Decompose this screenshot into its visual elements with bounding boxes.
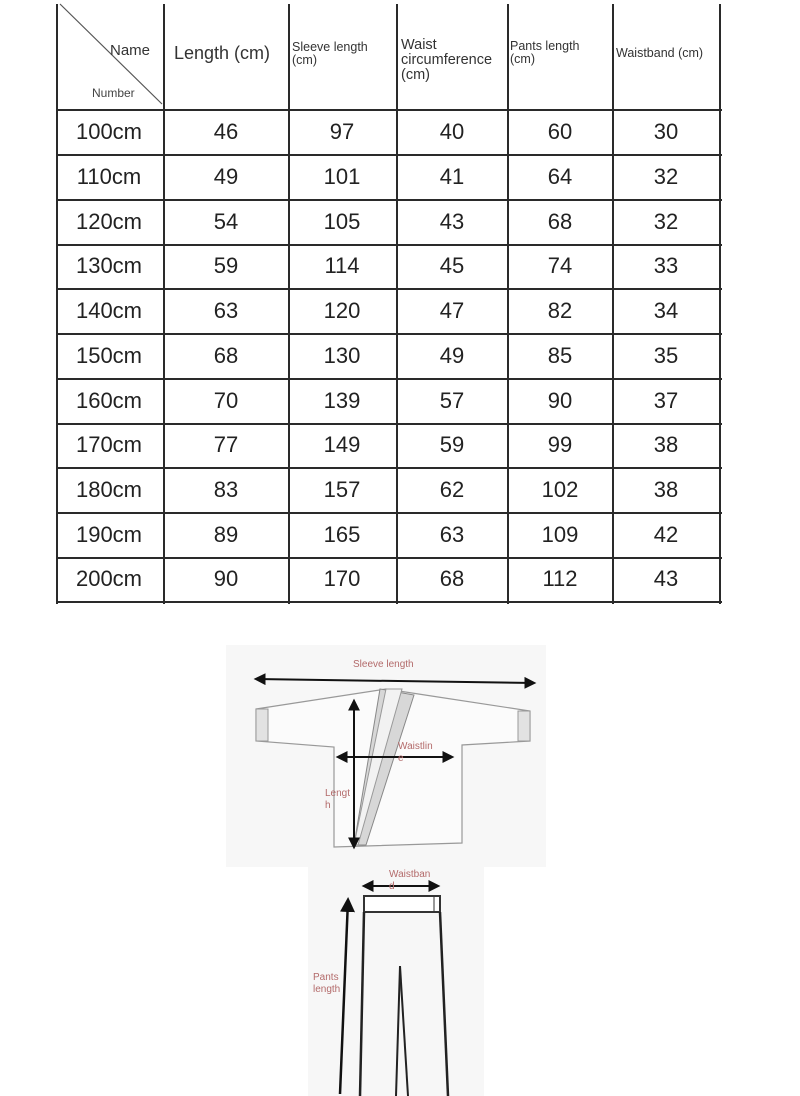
measurement-cell: 130	[323, 342, 361, 368]
size-cell: 190cm	[75, 521, 143, 547]
measurement-cell: 62	[439, 476, 465, 502]
size-cell: 140cm	[75, 298, 143, 324]
measurement-cell: 41	[439, 164, 465, 190]
measurement-cell: 49	[439, 342, 465, 368]
measurement-cell: 64	[547, 164, 573, 190]
measurement-cell: 139	[323, 387, 361, 413]
pants-length-label: Pants length	[313, 972, 341, 995]
measurement-cell: 112	[542, 566, 578, 592]
measurement-cell: 35	[653, 342, 679, 368]
measurement-cell: 90	[213, 566, 239, 592]
measurement-cell: 43	[653, 566, 679, 592]
measurement-cell: 34	[653, 298, 679, 324]
size-cell: 100cm	[75, 119, 143, 145]
measurement-cell: 170	[323, 566, 361, 592]
measurement-cell: 70	[213, 387, 239, 413]
measurement-cell: 40	[439, 119, 465, 145]
size-cell: 160cm	[75, 387, 143, 413]
measurement-cell: 157	[323, 476, 361, 502]
measurement-cell: 99	[547, 432, 573, 458]
measurement-cell: 83	[213, 476, 239, 502]
header-sleeve-length: Sleeve length (cm)	[292, 40, 368, 68]
grid-line	[288, 4, 290, 604]
measurement-cell: 165	[323, 521, 361, 547]
size-cell: 120cm	[75, 208, 143, 234]
measurement-cell: 42	[653, 521, 679, 547]
measurement-cell: 82	[547, 298, 573, 324]
measurement-cell: 38	[653, 476, 679, 502]
header-length: Length (cm)	[174, 43, 271, 63]
measurement-cell: 46	[213, 119, 239, 145]
grid-line	[507, 4, 509, 604]
measurement-cell: 47	[439, 298, 465, 324]
measurement-cell: 97	[329, 119, 355, 145]
measurement-cell: 74	[547, 253, 573, 279]
header-waistband: Waistband (cm)	[616, 46, 704, 60]
measurement-cell: 90	[547, 387, 573, 413]
measurement-cell: 63	[213, 298, 239, 324]
measurement-cell: 85	[547, 342, 573, 368]
measurement-cell: 59	[439, 432, 465, 458]
measurement-cell: 68	[547, 208, 573, 234]
measurement-cell: 38	[653, 432, 679, 458]
size-cell: 180cm	[75, 476, 143, 502]
jacket-drawing	[226, 645, 546, 867]
measurement-cell: 30	[653, 119, 679, 145]
measurement-cell: 59	[213, 253, 239, 279]
size-cell: 200cm	[75, 566, 143, 592]
measurement-cell: 57	[439, 387, 465, 413]
size-cell: 110cm	[76, 164, 142, 190]
measurement-cell: 32	[653, 208, 679, 234]
length-label: Lengt h	[325, 788, 351, 811]
measurement-cell: 101	[323, 164, 361, 190]
corner-number-label: Number	[92, 86, 135, 100]
jacket-measurement-diagram	[226, 645, 546, 867]
measurement-cell: 54	[213, 208, 239, 234]
size-cell: 170cm	[75, 432, 143, 458]
grid-line	[56, 601, 722, 603]
size-chart-table	[56, 0, 722, 604]
grid-line	[396, 4, 398, 604]
measurement-cell: 49	[213, 164, 239, 190]
size-cell: 130cm	[75, 253, 143, 279]
measurement-cell: 63	[439, 521, 465, 547]
measurement-cell: 45	[439, 253, 465, 279]
measurement-cell: 89	[213, 521, 239, 547]
measurement-cell: 109	[541, 521, 579, 547]
measurement-cell: 120	[323, 298, 361, 324]
corner-name-label: Name	[110, 42, 151, 59]
waistband-label: Waistban d	[389, 869, 431, 892]
pants-measurement-diagram	[308, 866, 484, 1096]
measurement-cell: 43	[439, 208, 465, 234]
measurement-cell: 60	[547, 119, 573, 145]
measurement-cell: 68	[213, 342, 239, 368]
measurement-cell: 114	[324, 253, 360, 279]
header-pants-length: Pants length (cm)	[510, 39, 580, 67]
measurement-cell: 33	[653, 253, 679, 279]
header-waist-circumference: Waist circumference (cm)	[401, 37, 493, 84]
measurement-cell: 105	[323, 208, 361, 234]
measurement-cell: 102	[541, 476, 579, 502]
measurement-cell: 32	[653, 164, 679, 190]
size-cell: 150cm	[75, 342, 143, 368]
grid-line	[719, 4, 721, 604]
sleeve-length-label: Sleeve length	[353, 659, 414, 670]
measurement-cell: 68	[439, 566, 465, 592]
measurement-cell: 77	[213, 432, 239, 458]
measurement-cell: 37	[653, 387, 679, 413]
grid-line	[612, 4, 614, 604]
waistline-label: Waistlin e	[398, 741, 433, 764]
measurement-cell: 149	[323, 432, 361, 458]
